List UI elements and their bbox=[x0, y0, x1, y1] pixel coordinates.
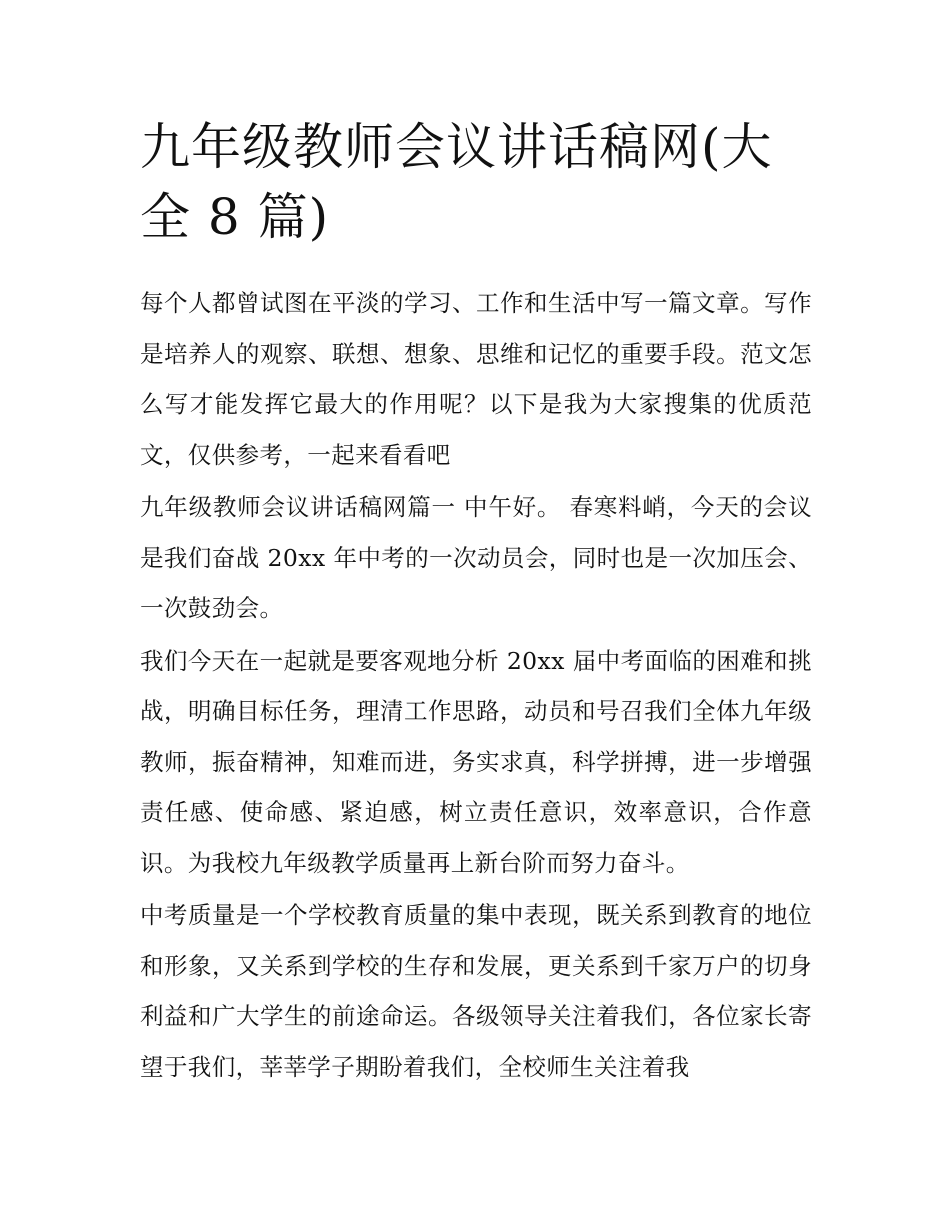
document-body bbox=[140, 278, 812, 1092]
paragraph-importance: 中考质量是一个学校教育质量的集中表现，既关系到教育的地位和形象，又关系到学校的生存和发展，更关系到千家万户的切身利益和广大学生的前途命运。各级领导关注着我们，各位家长寄望于我们，莘莘学子期盼着我们，全校师生关注着我 bbox=[140, 901, 812, 1081]
document-title: 九年级教师会议讲话稿网(大全 8 篇) bbox=[140, 118, 773, 246]
paragraph-purpose: 我们今天在一起就是要客观地分析 20xx 届中考面临的困难和挑战，明确目标任务，理清工作思路，动员和号召我们全体九年级教师，振奋精神，知难而进，务实求真，科学拼搏，进一步增强责任感、使命感、紧迫感，树立责任意识，效率意识，合作意识。为我校九年级教学质量再上新台阶而努力奋斗。 bbox=[140, 646, 812, 877]
document-page bbox=[140, 112, 812, 1094]
paragraph-intro: 每个人都曾试图在平淡的学习、工作和生活中写一篇文章。写作是培养人的观察、联想、想象、思维和记忆的重要手段。范文怎么写才能发挥它最大的作用呢？以下是我为大家搜集的优质范文，仅供参考，一起来看看吧 bbox=[140, 289, 812, 469]
paragraph-opening: 九年级教师会议讲话稿网篇一 中午好。 春寒料峭，今天的会议是我们奋战 20xx 年中考的一次动员会，同时也是一次加压会、一次鼓劲会。 bbox=[140, 493, 812, 622]
